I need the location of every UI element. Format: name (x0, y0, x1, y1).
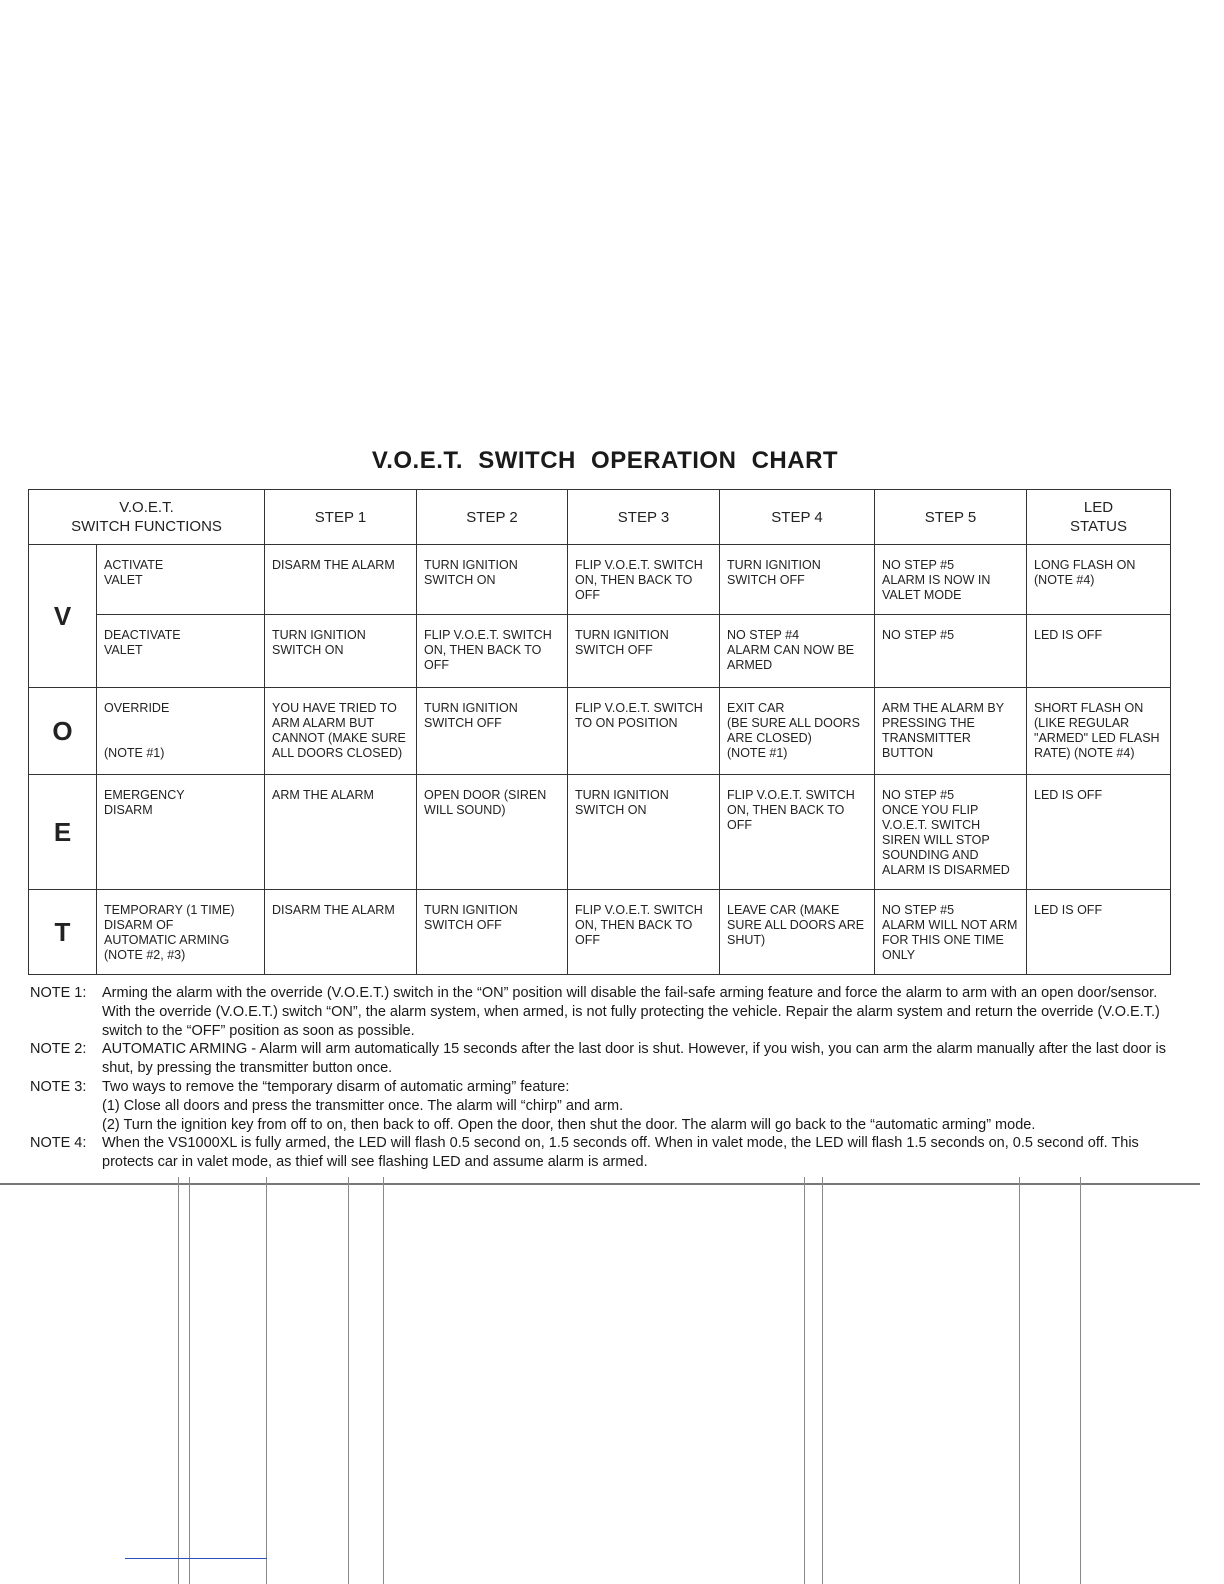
cell-step1: DISARM THE ALARM (265, 890, 417, 975)
header-led-status: LED STATUS (1027, 490, 1171, 545)
note-text: When the VS1000XL is fully armed, the LED will flash 0.5 second on, 1.5 seconds off. When in valet mode, the LED will flash 1.5 seconds on, 0.5 second off. This protects car in valet mode, as thief will see flashing LED and assume alarm is armed. (102, 1135, 1139, 1171)
scan-line (1019, 1177, 1020, 1584)
cell-function: OVERRIDE (NOTE #1) (97, 688, 265, 775)
cell-step4: FLIP V.O.E.T. SWITCH ON, THEN BACK TO OFF (720, 775, 875, 890)
note-2 (30, 1040, 1180, 1078)
cell-function: DEACTIVATE VALET (97, 615, 265, 688)
header-step5: STEP 5 (875, 490, 1027, 545)
note-label: NOTE 3: (30, 1078, 87, 1095)
cell-step3: TURN IGNITION SWITCH OFF (568, 615, 720, 688)
page-divider (0, 1183, 1200, 1185)
scan-line (348, 1177, 349, 1584)
cell-step4: NO STEP #4 ALARM CAN NOW BE ARMED (720, 615, 875, 688)
cell-step1: DISARM THE ALARM (265, 545, 417, 615)
cell-led: LED IS OFF (1027, 615, 1171, 688)
notes-section (30, 984, 1180, 1172)
letter-o: O (29, 688, 97, 775)
cell-step2: OPEN DOOR (SIREN WILL SOUND) (417, 775, 568, 890)
cell-step1: TURN IGNITION SWITCH ON (265, 615, 417, 688)
note-3-item: (1) Close all doors and press the transmitter once. The alarm will “chirp” and arm. (102, 1097, 624, 1114)
cell-step2: TURN IGNITION SWITCH OFF (417, 890, 568, 975)
note-4 (30, 1134, 1180, 1172)
header-step1: STEP 1 (265, 490, 417, 545)
letter-t: T (29, 890, 97, 975)
cell-step2: TURN IGNITION SWITCH OFF (417, 688, 568, 775)
cell-led: LED IS OFF (1027, 775, 1171, 890)
note-text: AUTOMATIC ARMING - Alarm will arm automatically 15 seconds after the last door is shut. However, if you wish, you can arm the alarm manually after the last door is shut, by pressing the transmitter button once. (102, 1041, 1167, 1077)
cell-led: LED IS OFF (1027, 890, 1171, 975)
note-label: NOTE 4: (30, 1135, 87, 1152)
table-row (29, 615, 1171, 688)
scan-line (383, 1177, 384, 1584)
scan-line (178, 1177, 179, 1584)
cell-step5: ARM THE ALARM BY PRESSING THE TRANSMITTER BUTTON (875, 688, 1027, 775)
cell-step5: NO STEP #5 ONCE YOU FLIP V.O.E.T. SWITCH SIREN WILL STOP SOUNDING AND ALARM IS DISARMED (875, 775, 1027, 890)
cell-function: TEMPORARY (1 TIME) DISARM OF AUTOMATIC ARMING (NOTE #2, #3) (97, 890, 265, 975)
scan-line (189, 1177, 190, 1584)
cell-step1: YOU HAVE TRIED TO ARM ALARM BUT CANNOT (MAKE SURE ALL DOORS CLOSED) (265, 688, 417, 775)
header-step3: STEP 3 (568, 490, 720, 545)
scan-line (266, 1177, 267, 1584)
table-row (29, 688, 1171, 775)
table-row (29, 890, 1171, 975)
cell-function: ACTIVATE VALET (97, 545, 265, 615)
header-step2: STEP 2 (417, 490, 568, 545)
note-1 (30, 984, 1180, 1040)
note-label: NOTE 1: (30, 985, 87, 1001)
cell-step2: TURN IGNITION SWITCH ON (417, 545, 568, 615)
note-3-item: (2) Turn the ignition key from off to on, then back to off. Open the door, then shut the door. The alarm will go back to the “automatic arming” mode. (102, 1116, 1036, 1133)
scan-line (822, 1177, 823, 1584)
table-row (29, 775, 1171, 890)
cell-led: LONG FLASH ON (NOTE #4) (1027, 545, 1171, 615)
cell-step3: FLIP V.O.E.T. SWITCH ON, THEN BACK TO OFF (568, 545, 720, 615)
note-text: Arming the alarm with the override (V.O.E.T.) switch in the “ON” position will disable the fail-safe arming feature and force the alarm to arm with an open door/sensor. With the override (V.O.E.T.) switch “ON”, the alarm system, when armed, is not fully protecting the vehicle. Repair the alarm system and return the override (V.O.E.T.) switch to the “OFF” position as soon as possible. (102, 985, 1160, 1039)
chart-title: V.O.E.T. SWITCH OPERATION CHART (371, 447, 839, 474)
cell-led: SHORT FLASH ON (LIKE REGULAR "ARMED" LED FLASH RATE) (NOTE #4) (1027, 688, 1171, 775)
cell-step3: TURN IGNITION SWITCH ON (568, 775, 720, 890)
blue-mark (125, 1558, 267, 1559)
header-functions: V.O.E.T. SWITCH FUNCTIONS (29, 490, 265, 545)
letter-e: E (29, 775, 97, 890)
scan-line (1080, 1177, 1081, 1584)
cell-step5: NO STEP #5 ALARM IS NOW IN VALET MODE (875, 545, 1027, 615)
cell-step3: FLIP V.O.E.T. SWITCH ON, THEN BACK TO OFF (568, 890, 720, 975)
note-text: Two ways to remove the “temporary disarm of automatic arming” feature: (102, 1078, 570, 1095)
cell-step5: NO STEP #5 (875, 615, 1027, 688)
note-label: NOTE 2: (30, 1041, 87, 1058)
header-row (29, 490, 1171, 545)
letter-v: V (29, 545, 97, 688)
cell-step4: EXIT CAR (BE SURE ALL DOORS ARE CLOSED) (NOTE #1) (720, 688, 875, 775)
header-step4: STEP 4 (720, 490, 875, 545)
cell-step1: ARM THE ALARM (265, 775, 417, 890)
note-3 (30, 1078, 1180, 1097)
table-row (29, 545, 1171, 615)
cell-step4: TURN IGNITION SWITCH OFF (720, 545, 875, 615)
cell-function: EMERGENCY DISARM (97, 775, 265, 890)
cell-step2: FLIP V.O.E.T. SWITCH ON, THEN BACK TO OFF (417, 615, 568, 688)
cell-step3: FLIP V.O.E.T. SWITCH TO ON POSITION (568, 688, 720, 775)
operation-chart-table (28, 489, 1171, 975)
cell-step4: LEAVE CAR (MAKE SURE ALL DOORS ARE SHUT) (720, 890, 875, 975)
scan-line (804, 1177, 805, 1584)
cell-step5: NO STEP #5 ALARM WILL NOT ARM FOR THIS ONE TIME ONLY (875, 890, 1027, 975)
